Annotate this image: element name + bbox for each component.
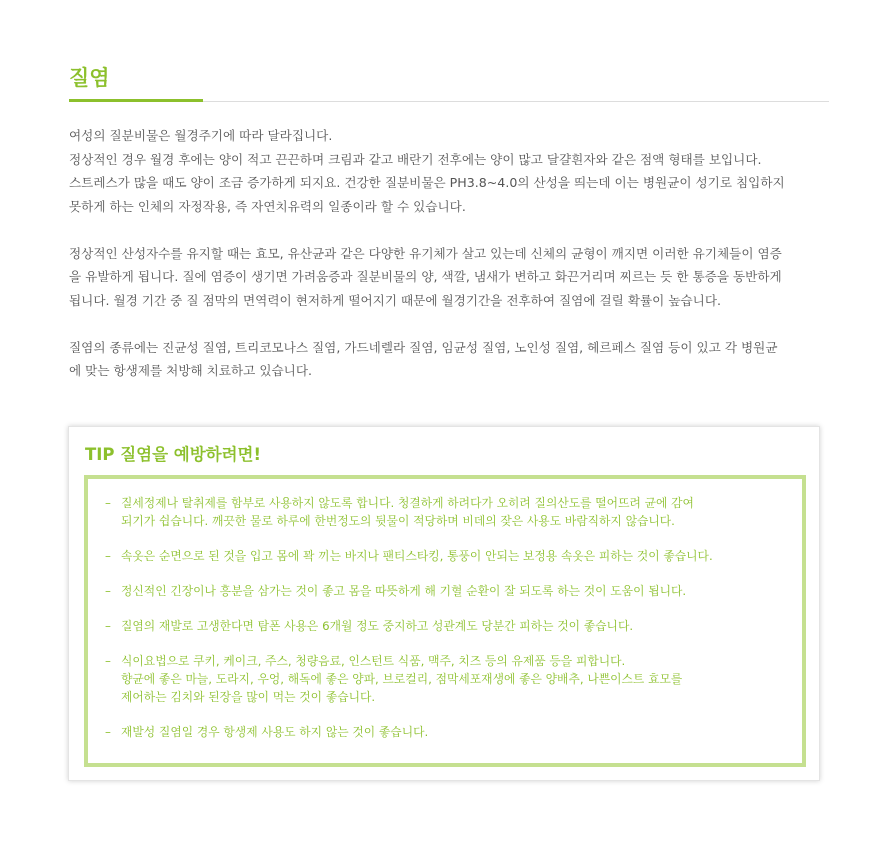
- paragraph-line: 질염의 종류에는 진균성 질염, 트리코모나스 질염, 가드네렐라 질염, 임균성 질염, 노인성 질염, 헤르페스 질염 등이 있고 각 병원균: [69, 339, 778, 355]
- dash-bullet: –: [105, 584, 111, 598]
- tip-item-antibiotics: [105, 723, 805, 741]
- dash-bullet: –: [105, 496, 111, 510]
- paragraph-line: 스트레스가 많을 때도 양이 조금 증가하게 되지요. 건강한 질분비물은 PH3.8~4.0의 산성을 띄는데 이는 병원균이 성기로 침입하지: [69, 175, 785, 190]
- paragraph-line: 여성의 질분비물은 월경주기에 따라 달라집니다.: [69, 128, 333, 143]
- tip-list-frame: [84, 475, 806, 767]
- paragraph-3: [69, 336, 839, 383]
- paragraph-line: 정상적인 경우 월경 후에는 양이 적고 끈끈하며 크림과 같고 배란기 전후에는 양이 많고 달걀흰자와 같은 점액 형태를 보입니다.: [69, 151, 762, 167]
- tip-line: 질세정제나 탈취제를 함부로 사용하지 않도록 합니다. 청결하게 하려다가 오히려 질의산도를 떨어뜨려 균에 감여: [121, 496, 694, 510]
- paragraph-line: 에 맞는 항생제를 처방해 치료하고 있습니다.: [69, 363, 312, 378]
- dash-bullet: –: [105, 725, 111, 739]
- paragraph-line: 정상적인 산성자수를 유지할 때는 효모, 유산균과 같은 다양한 유기체가 살고 있는데 신체의 균형이 깨지면 이러한 유기체들이 염증: [69, 245, 782, 261]
- paragraph-line: 못하게 하는 인체의 자정작용, 즉 자연치유력의 일종이라 할 수 있습니다.: [69, 198, 466, 214]
- paragraph-2: [69, 242, 839, 313]
- paragraph-line: 을 유발하게 됩니다. 질에 염증이 생기면 가려움증과 질분비물의 양, 색깔, 냄새가 변하고 화끈거리며 찌르는 듯 한 통증을 동반하게: [69, 269, 782, 284]
- dash-bullet: –: [105, 619, 111, 633]
- paragraph-1: [69, 124, 839, 218]
- page-title: 질염: [69, 66, 110, 90]
- tip-line: 질염의 재발로 고생한다면 탐폰 사용은 6개월 정도 중지하고 성관계도 당분간 피하는 것이 좋습니다.: [121, 619, 634, 633]
- tip-line: 재발성 질염일 경우 항생제 사용도 하지 않는 것이 좋습니다.: [121, 725, 429, 739]
- tip-title: TIP 질염을 예방하려면!: [85, 445, 262, 464]
- tip-line: 정신적인 긴장이나 흥분을 삼가는 것이 좋고 몸을 따뜻하게 해 기혈 순환이 잘 되도록 하는 것이 도움이 됩니다.: [121, 584, 687, 598]
- tip-item-stress: [105, 582, 805, 600]
- dash-bullet: –: [105, 654, 111, 668]
- tip-line: 향균에 좋은 마늘, 도라지, 우엉, 해독에 좋은 양파, 브로컬리, 점막세포재생에 좋은 양배추, 나쁜이스트 효모를: [121, 672, 683, 686]
- tip-line: 식이요법으로 쿠키, 케이크, 주스, 청량음료, 인스턴트 식품, 맥주, 치즈 등의 유제품 등을 피합니다.: [121, 654, 626, 668]
- dash-bullet: –: [105, 549, 111, 563]
- tip-item-underwear: [105, 547, 805, 565]
- tip-item-cleansing: [105, 494, 805, 530]
- tip-line: 제어하는 김치와 된장을 많이 먹는 것이 좋습니다.: [121, 690, 376, 704]
- article-body: [69, 124, 839, 406]
- tip-line: 되기가 쉽습니다. 깨끗한 물로 하루에 한번정도의 뒷물이 적당하며 비데의 잦은 사용도 바람직하지 않습니다.: [121, 514, 675, 528]
- tip-box: [68, 426, 820, 781]
- tip-item-tampon: [105, 617, 805, 635]
- tip-line: 속옷은 순면으로 된 것을 입고 몸에 꽉 끼는 바지나 팬티스타킹, 통풍이 안되는 보정용 속옷은 피하는 것이 좋습니다.: [121, 549, 713, 563]
- title-accent-underline: [69, 99, 203, 102]
- tip-list: [105, 494, 805, 758]
- tip-item-diet: [105, 652, 805, 706]
- paragraph-line: 됩니다. 월경 기간 중 질 점막의 면역력이 현저하게 떨어지기 때문에 월경기간을 전후하여 질염에 걸릴 확률이 높습니다.: [69, 292, 722, 308]
